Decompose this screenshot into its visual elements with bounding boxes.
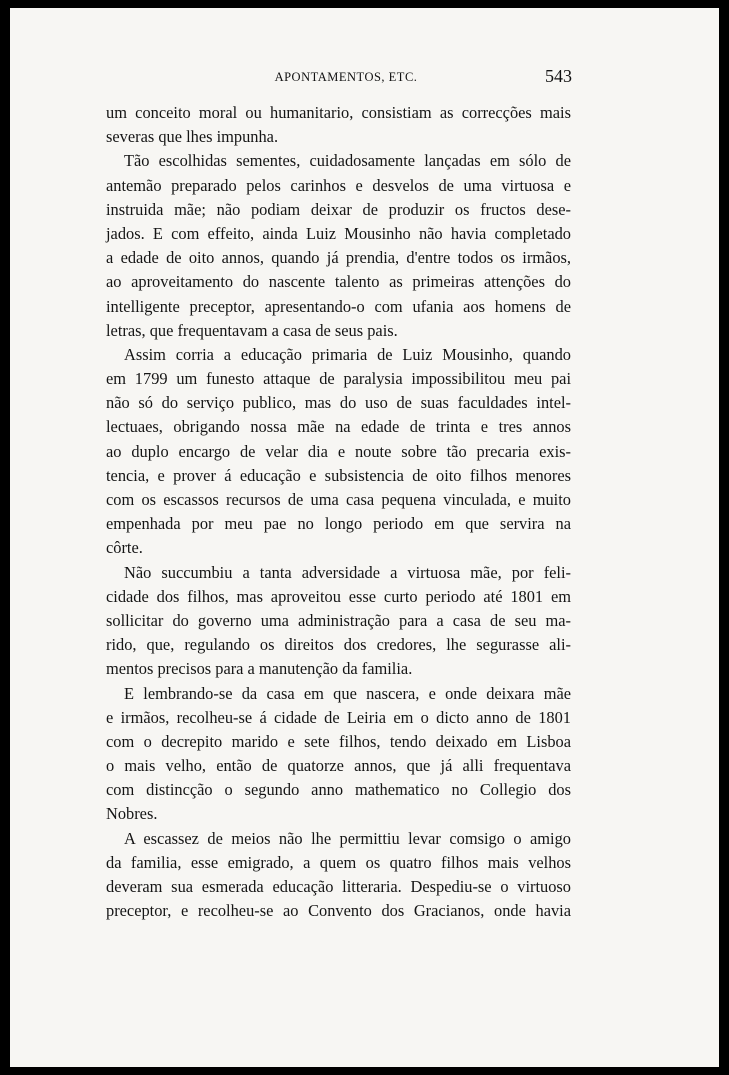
text-line: da familia, esse emigrado, a quem os quatro filhos mais velhos — [106, 852, 571, 872]
text-line: mentos precisos para a manutenção da familia. — [106, 659, 413, 679]
text-line: cidade dos filhos, mas aproveitou esse curto periodo até 1801 em — [106, 586, 571, 606]
text-line: com o decrepito marido e sete filhos, tendo deixado em Lisboa — [106, 731, 571, 751]
text-line: Tão escolhidas sementes, cuidadosamente lançadas em sólo de — [124, 151, 571, 171]
running-header — [106, 66, 586, 90]
text-line: E lembrando-se da casa em que nascera, e onde deixara mãe — [124, 683, 571, 703]
text-line: o mais velho, então de quatorze annos, que já alli frequentava — [106, 756, 571, 776]
book-page — [10, 8, 719, 1067]
text-line: Nobres. — [106, 804, 158, 824]
text-line: lectuaes, obrigando nossa mãe na edade de trinta e tres annos — [106, 417, 571, 437]
text-line: em 1799 um funesto attaque de paralysia impossibilitou meu pai — [106, 369, 571, 389]
text-line: não só do serviço publico, mas do uso de suas faculdades intel- — [106, 393, 571, 413]
text-line: empenhada por meu pae no longo periodo em que servira na — [106, 514, 571, 534]
header-title: APONTAMENTOS, ETC. — [274, 70, 418, 84]
text-line: um conceito moral ou humanitario, consistiam as correcções mais — [106, 103, 571, 122]
text-line: ao aproveitamento do nascente talento as primeiras attenções do — [106, 272, 571, 292]
text-line: instruida mãe; não podiam deixar de produzir os fructos dese- — [106, 199, 571, 219]
text-line: A escassez de meios não lhe permittiu levar comsigo o amigo — [124, 828, 571, 848]
text-line: com distincção o segundo anno mathematico no Collegio dos — [106, 780, 571, 800]
text-line: letras, que frequentavam a casa de seus pais. — [106, 320, 398, 340]
text-line: antemão preparado pelos carinhos e desvelos de uma virtuosa e — [106, 175, 571, 195]
text-line: Assim corria a educação primaria de Luiz Mousinho, quando — [124, 344, 571, 364]
text-line: com os escassos recursos de uma casa pequena vinculada, e muito — [106, 490, 571, 509]
text-line: e irmãos, recolheu-se á cidade de Leiria em o dicto anno de 1801 — [106, 707, 571, 727]
text-line: intelligente preceptor, apresentando-o com ufania aos homens de — [106, 296, 571, 316]
text-line: jados. E com effeito, ainda Luiz Mousinho não havia completado — [106, 223, 571, 243]
text-line: rido, que, regulando os direitos dos credores, lhe segurasse ali- — [106, 635, 571, 655]
text-line: côrte. — [106, 538, 143, 558]
text-line: ao duplo encargo de velar dia e noute sobre tão precaria exis- — [106, 441, 571, 461]
text-line: sollicitar do governo uma administração para a casa de seu ma- — [106, 610, 571, 630]
text-line: severas que lhes impunha. — [106, 127, 279, 147]
text-line: tencia, e prover á educação e subsistencia de oito filhos menores — [106, 465, 571, 485]
body-text — [106, 101, 571, 923]
text-line: deveram sua esmerada educação litteraria. Despediu-se o virtuoso — [106, 877, 571, 896]
text-line: a edade de oito annos, quando já prendia, d'entre todos os irmãos, — [106, 248, 571, 268]
text-line: Não succumbiu a tanta adversidade a virtuosa mãe, por feli- — [124, 562, 571, 582]
page-number: 543 — [545, 66, 572, 86]
text-line: preceptor, e recolheu-se ao Convento dos Gracianos, onde havia — [106, 901, 571, 921]
